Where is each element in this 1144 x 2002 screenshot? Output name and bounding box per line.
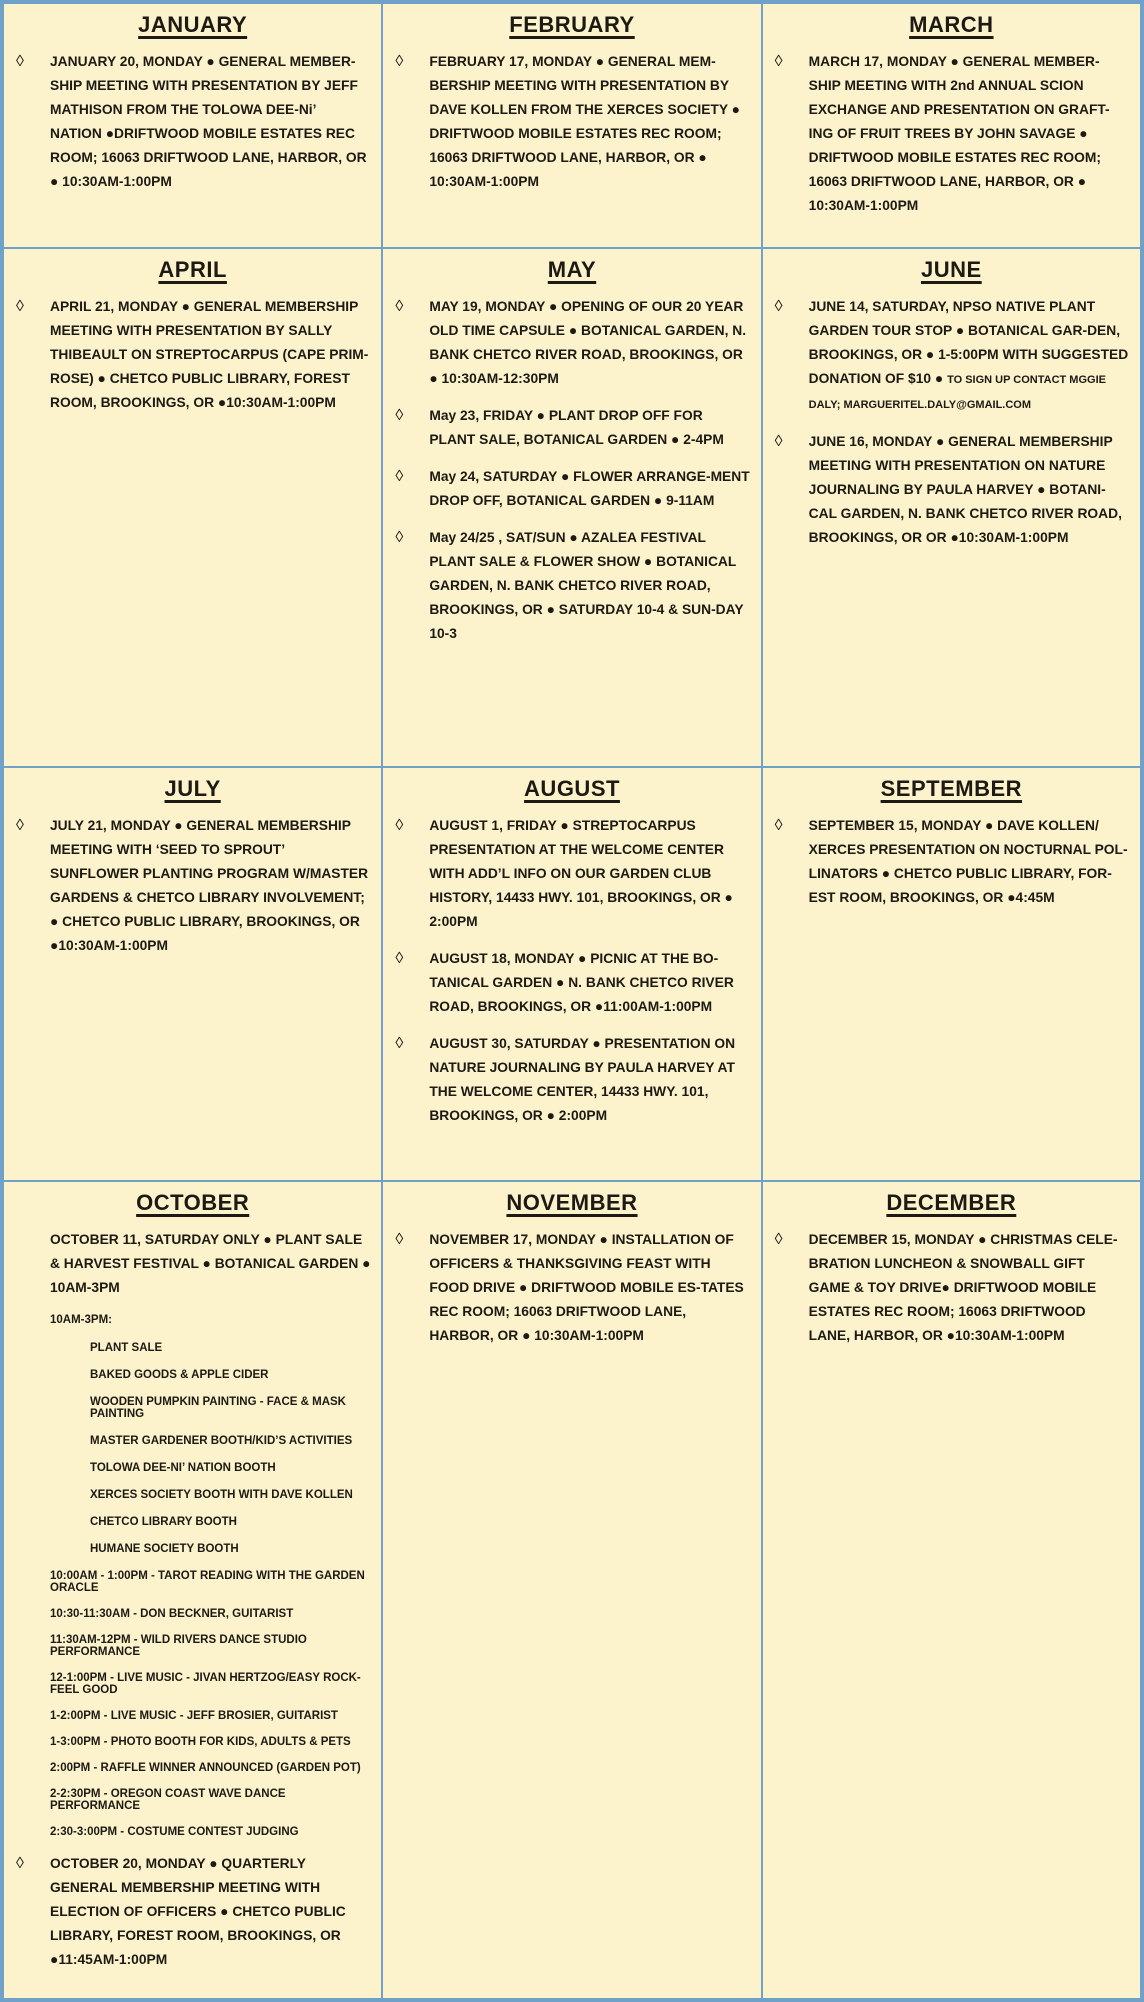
diamond-bullet-icon: ◊ [395, 1231, 404, 1248]
event-item [771, 50, 1132, 218]
event-item [771, 814, 1132, 910]
month-title: NOVEMBER [506, 1190, 638, 1215]
event-main-text: JULY 21, MONDAY ● GENERAL MEMBERSHIP MEETING WITH ‘SEED TO SPROUT’ SUNFLOWER PLANTING PROGRAM W/MASTER GARDENS & CHETCO LIBRARY INVOLVEMENT; ● CHETCO PUBLIC LIBRARY, BROOKINGS, OR ●10:30AM-1:00PM [50, 818, 369, 953]
event-main-text: JUNE 16, MONDAY ● GENERAL MEMBERSHIP MEETING WITH PRESENTATION ON NATURE JOURNALING BY PAULA HARVEY ● BOTANI-CAL GARDEN, N. BANK CHETCO RIVER ROAD, BROOKINGS, OR OR ●10:30AM-1:00PM [808, 434, 1122, 545]
event-text [50, 1852, 373, 1972]
event-text [429, 295, 752, 391]
event-text [429, 465, 752, 513]
schedule-line: 2:00PM - RAFFLE WINNER ANNOUNCED (GARDEN POT) [50, 1762, 361, 1774]
event-item [391, 947, 752, 1019]
event-text [809, 814, 1132, 910]
diamond-bullet-icon: ◊ [395, 53, 404, 70]
diamond-bullet-icon: ◊ [395, 950, 404, 967]
event-item [391, 1032, 752, 1128]
sub-line: BAKED GOODS & APPLE CIDER [90, 1369, 269, 1381]
month-title: DECEMBER [886, 1190, 1017, 1215]
event-main-text: AUGUST 18, MONDAY ● PICNIC AT THE BO-TANICAL GARDEN ● N. BANK CHETCO RIVER ROAD, BROOKINGS, OR ●11:00AM-1:00PM [429, 951, 734, 1014]
event-text [50, 50, 373, 194]
event-text [429, 50, 752, 194]
event-text [809, 430, 1132, 550]
diamond-bullet-icon: ◊ [395, 298, 404, 315]
schedule-line: 10:30-11:30AM - DON BECKNER, GUITARIST [50, 1608, 294, 1620]
schedule-line: 12-1:00PM - LIVE MUSIC - JIVAN HERTZOG/EASY ROCK-FEEL GOOD [50, 1672, 361, 1696]
diamond-bullet-icon: ◊ [774, 1231, 783, 1248]
month-title: JUNE [920, 257, 982, 282]
month-title: OCTOBER [136, 1190, 250, 1215]
event-main-text: AUGUST 30, SATURDAY ● PRESENTATION ON NATURE JOURNALING BY PAULA HARVEY AT THE WELCOME CENTER, 14433 HWY. 101, BROOKINGS, OR ● 2:00PM [429, 1036, 736, 1123]
event-text [809, 1228, 1132, 1348]
event-main-text: AUGUST 1, FRIDAY ● STREPTOCARPUS PRESENTATION AT THE WELCOME CENTER WITH ADD’L INFO ON OUR GARDEN CLUB HISTORY, 14433 HWY. 101, BROOKINGS, OR ● 2:00PM [429, 818, 733, 929]
event-main-text: FEBRUARY 17, MONDAY ● GENERAL MEM-BERSHIP MEETING WITH PRESENTATION BY DAVE KOLLEN FROM THE XERCES SOCIETY ● DRIFTWOOD MOBILE ESTATES REC ROOM; 16063 DRIFTWOOD LANE, HARBOR, OR ● 10:30AM-1:00PM [429, 54, 740, 189]
month-title: APRIL [158, 257, 227, 282]
month-title: SEPTEMBER [880, 776, 1023, 801]
event-text [429, 404, 752, 452]
diamond-bullet-icon: ◊ [395, 1035, 404, 1052]
event-main-text: MARCH 17, MONDAY ● GENERAL MEMBER-SHIP MEETING WITH 2nd ANNUAL SCION EXCHANGE AND PRESENTATION ON GRAFT-ING OF FRUIT TREES BY JOHN SAVAGE ● DRIFTWOOD MOBILE ESTATES REC ROOM; 16063 DRIFTWOOD LANE, HARBOR, OR ● 10:30AM-1:00PM [808, 54, 1110, 213]
event-item [771, 430, 1132, 550]
diamond-bullet-icon: ◊ [395, 407, 404, 424]
event-main-text: NOVEMBER 17, MONDAY ● INSTALLATION OF OFFICERS & THANKSGIVING FEAST WITH FOOD DRIVE ● DRIFTWOOD MOBILE ES-TATES REC ROOM; 16063 DRIFTWOOD LANE, HARBOR, OR ● 10:30AM-1:00PM [429, 1232, 744, 1343]
event-main-text: May 24/25 , SAT/SUN ● AZALEA FESTIVAL PLANT SALE & FLOWER SHOW ● BOTANICAL GARDEN, N. BANK CHETCO RIVER ROAD, BROOKINGS, OR ● SATURDAY 10-4 & SUN-DAY 10-3 [429, 530, 744, 641]
sub-line: HUMANE SOCIETY BOOTH [90, 1543, 239, 1555]
event-text [809, 50, 1132, 218]
event-main-text: May 24, SATURDAY ● FLOWER ARRANGE-MENT DROP OFF, BOTANICAL GARDEN ● 9-11AM [429, 469, 750, 508]
event-main-text: OCTOBER 11, SATURDAY ONLY ● PLANT SALE & HARVEST FESTIVAL ● BOTANICAL GARDEN ● 10AM-3PM [50, 1232, 371, 1295]
event-item [391, 295, 752, 391]
month-title: JANUARY [138, 12, 248, 37]
event-item [12, 814, 373, 958]
diamond-bullet-icon: ◊ [774, 53, 783, 70]
month-title: AUGUST [524, 776, 620, 801]
event-text [429, 947, 752, 1019]
event-text [429, 814, 752, 934]
schedule-line: 2-2:30PM - OREGON COAST WAVE DANCE PERFORMANCE [50, 1788, 286, 1812]
month-cell-july [4, 768, 381, 1180]
event-small-text: TO SIGN UP CONTACT MGGIE DALY; MARGUERITEL.DALY@GMAIL.COM [808, 374, 1106, 411]
month-cell-february [383, 4, 760, 247]
event-main-text: JUNE 14, SATURDAY, NPSO NATIVE PLANT GARDEN TOUR STOP ● BOTANICAL GAR-DEN, BROOKINGS, OR ● 1-5:00PM WITH SUGGESTED DONATION OF $10 ● [808, 299, 1129, 386]
event-main-text: JANUARY 20, MONDAY ● GENERAL MEMBER-SHIP MEETING WITH PRESENTATION BY JEFF MATHISON FROM THE TOLOWA DEE-Ni’ NATION ●DRIFTWOOD MOBILE ESTATES REC ROOM; 16063 DRIFTWOOD LANE, HARBOR, OR ● 10:30AM-1:00PM [50, 54, 367, 189]
event-item [771, 295, 1132, 417]
sub-line: XERCES SOCIETY BOOTH WITH DAVE KOLLEN [90, 1489, 353, 1501]
month-cell-october [4, 1182, 381, 1998]
event-main-text: APRIL 21, MONDAY ● GENERAL MEMBERSHIP MEETING WITH PRESENTATION BY SALLY THIBEAULT ON STREPTOCARPUS (CAPE PRIM-ROSE) ● CHETCO PUBLIC LIBRARY, FOREST ROOM, BROOKINGS, OR ●10:30AM-1:00PM [50, 299, 369, 410]
month-cell-may [383, 249, 760, 766]
event-text [50, 814, 373, 958]
event-item [391, 1228, 752, 1348]
event-main-text: OCTOBER 20, MONDAY ● QUARTERLY GENERAL MEMBERSHIP MEETING WITH ELECTION OF OFFICERS ● CHETCO PUBLIC LIBRARY, FOREST ROOM, BROOKINGS, OR ●11:45AM-1:00PM [50, 1856, 346, 1967]
schedule-line: 10:00AM - 1:00PM - TAROT READING WITH THE GARDEN ORACLE [50, 1570, 365, 1594]
event-main-text: May 23, FRIDAY ● PLANT DROP OFF FOR PLANT SALE, BOTANICAL GARDEN ● 2-4PM [429, 408, 724, 447]
diamond-bullet-icon: ◊ [16, 298, 24, 315]
diamond-bullet-icon: ◊ [774, 817, 783, 834]
month-title: MARCH [909, 12, 994, 37]
month-cell-january [4, 4, 381, 247]
schedule-line: 1-2:00PM - LIVE MUSIC - JEFF BROSIER, GUITARIST [50, 1710, 338, 1722]
diamond-bullet-icon: ◊ [774, 298, 783, 315]
event-text [809, 295, 1132, 417]
month-cell-april [4, 249, 381, 766]
diamond-bullet-icon: ◊ [395, 817, 404, 834]
event-text [50, 1228, 373, 1300]
event-text [429, 1228, 752, 1348]
sub-line: WOODEN PUMPKIN PAINTING - FACE & MASK PAINTING [90, 1396, 346, 1420]
month-title: MAY [547, 257, 597, 282]
event-item [391, 465, 752, 513]
sub-line: MASTER GARDENER BOOTH/KID’S ACTIVITIES [90, 1435, 353, 1447]
sub-line: PLANT SALE [90, 1342, 163, 1354]
event-text [429, 526, 752, 646]
sub-line: CHETCO LIBRARY BOOTH [90, 1516, 237, 1528]
month-cell-august [383, 768, 760, 1180]
diamond-bullet-icon: ◊ [16, 1855, 24, 1872]
event-text [50, 295, 373, 415]
diamond-bullet-icon: ◊ [395, 529, 404, 546]
event-main-text: MAY 19, MONDAY ● OPENING OF OUR 20 YEAR OLD TIME CAPSULE ● BOTANICAL GARDEN, N. BANK CHETCO RIVER ROAD, BROOKINGS, OR ● 10:30AM-12:30PM [429, 299, 747, 386]
schedule-line: 2:30-3:00PM - COSTUME CONTEST JUDGING [50, 1826, 299, 1838]
month-title: FEBRUARY [509, 12, 635, 37]
event-item [391, 50, 752, 194]
month-cell-march [763, 4, 1140, 247]
schedule-line: 11:30AM-12PM - WILD RIVERS DANCE STUDIO PERFORMANCE [50, 1634, 307, 1658]
diamond-bullet-icon: ◊ [774, 433, 783, 450]
event-main-text: DECEMBER 15, MONDAY ● CHRISTMAS CELE-BRATION LUNCHEON & SNOWBALL GIFT GAME & TOY DRIVE● DRIFTWOOD MOBILE ESTATES REC ROOM; 16063 DRIFTWOOD LANE, HARBOR, OR ●10:30AM-1:00PM [808, 1232, 1118, 1343]
event-item [391, 526, 752, 646]
diamond-bullet-icon: ◊ [395, 468, 404, 485]
event-item [12, 295, 373, 415]
label-line: 10AM-3PM: [50, 1314, 112, 1326]
month-cell-june [763, 249, 1140, 766]
month-title: JULY [164, 776, 221, 801]
event-main-text: SEPTEMBER 15, MONDAY ● DAVE KOLLEN/ XERCES PRESENTATION ON NOCTURNAL POL-LINATORS ● CHETCO PUBLIC LIBRARY, FOR-EST ROOM, BROOKINGS, OR ●4:45M [808, 818, 1128, 905]
sub-line: TOLOWA DEE-NI’ NATION BOOTH [90, 1462, 276, 1474]
month-cell-november [383, 1182, 760, 1998]
event-item [12, 1852, 373, 1972]
diamond-bullet-icon: ◊ [16, 817, 24, 834]
month-cell-september [763, 768, 1140, 1180]
diamond-bullet-icon: ◊ [16, 53, 24, 70]
event-item [771, 1228, 1132, 1348]
event-item [12, 50, 373, 194]
event-item [391, 814, 752, 934]
month-cell-december [763, 1182, 1140, 1998]
event-text [429, 1032, 752, 1128]
event-item [391, 404, 752, 452]
schedule-line: 1-3:00PM - PHOTO BOOTH FOR KIDS, ADULTS & PETS [50, 1736, 351, 1748]
event-item [12, 1228, 373, 1300]
